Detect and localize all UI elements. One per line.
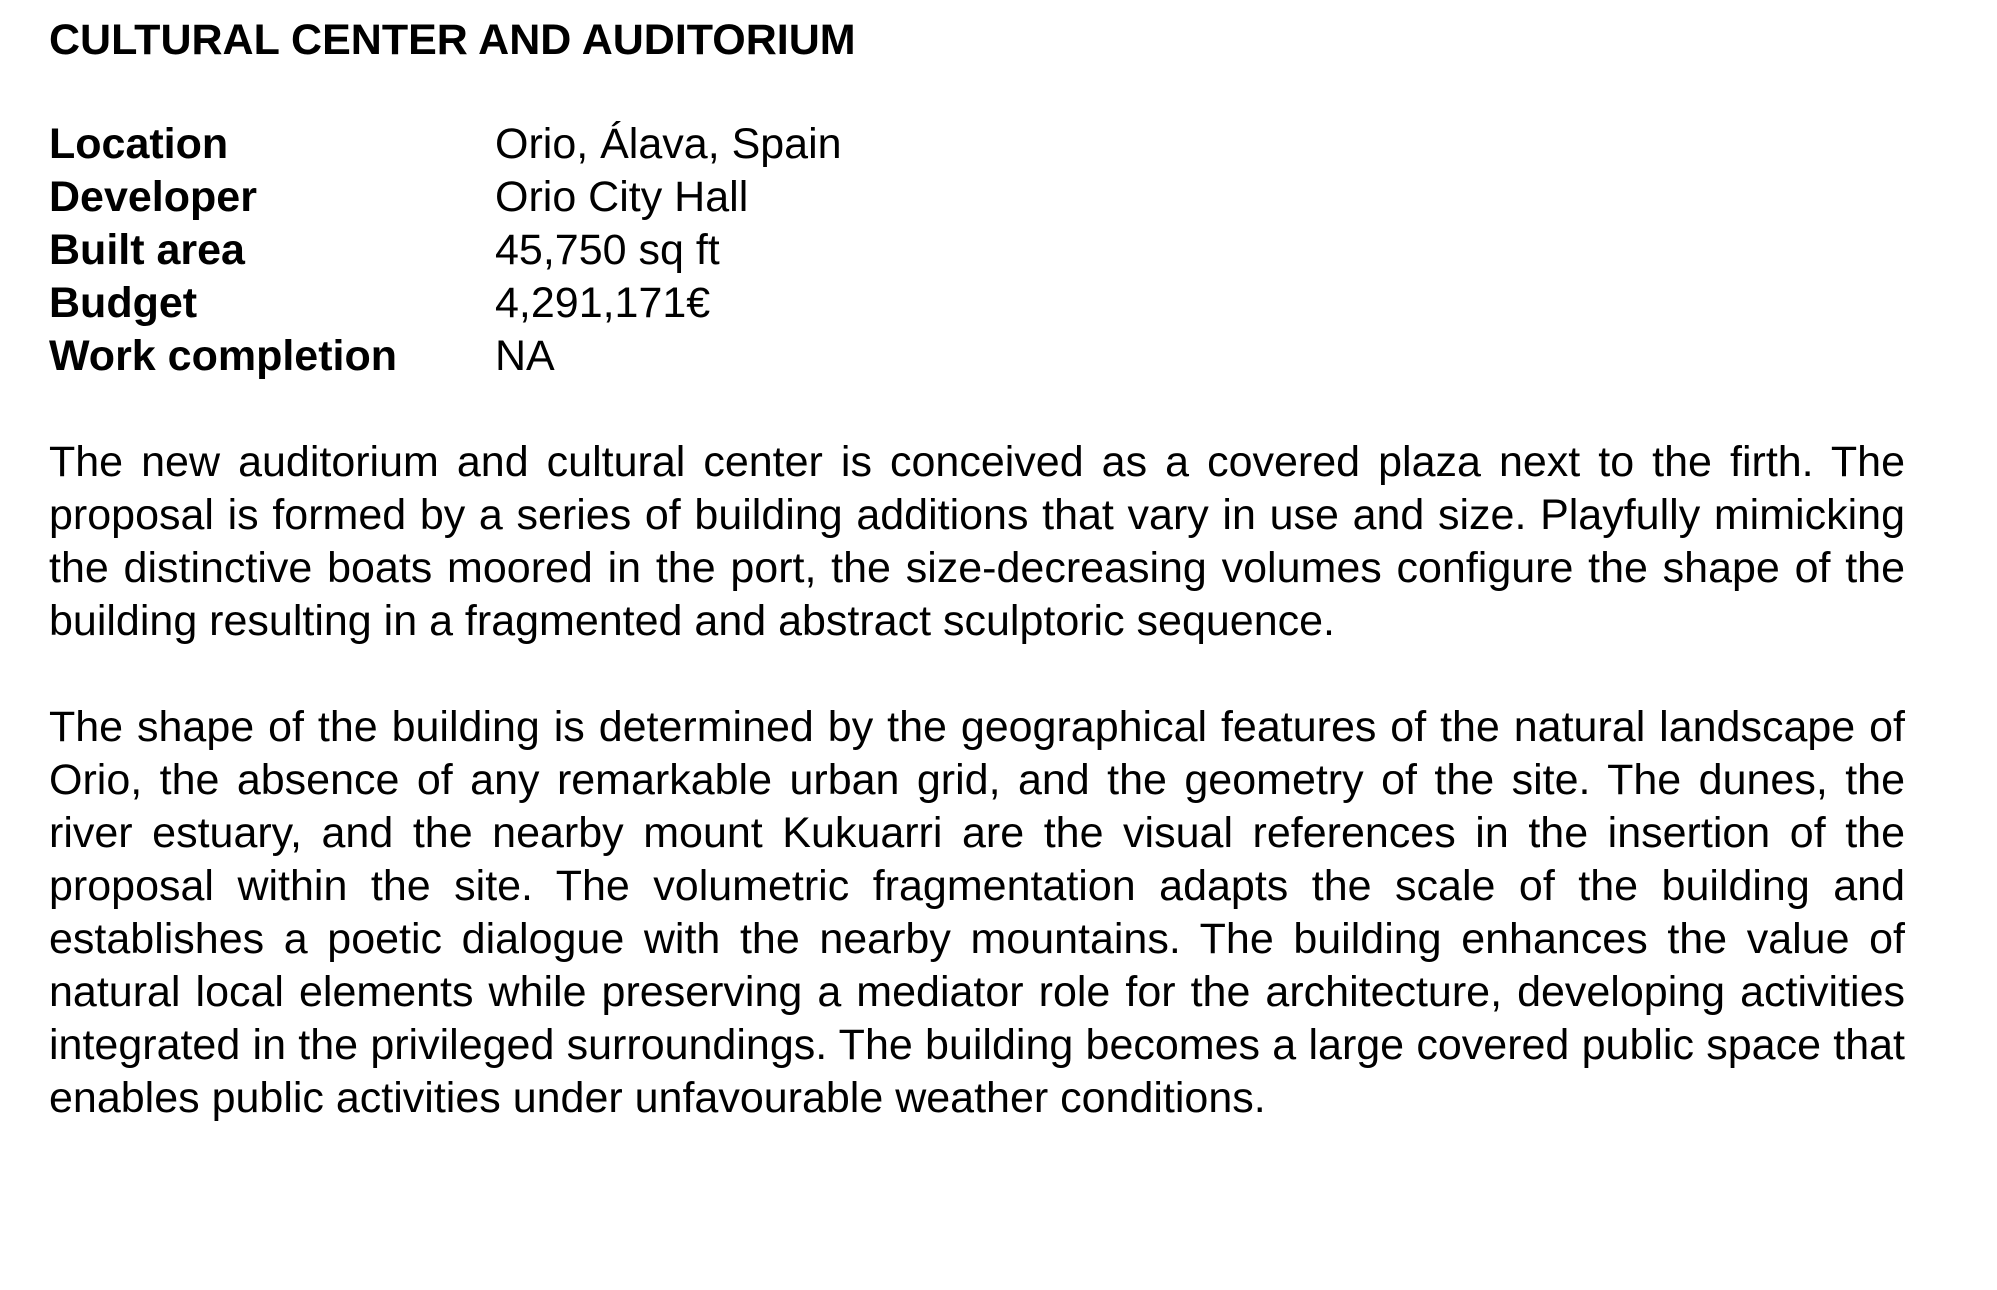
description-paragraph-1: The new auditorium and cultural center is conceived as a covered plaza next to the firth. The proposal is formed by a series of building additions that vary in use and size. Playfully mimicking the distinctive boats moored in the port, the size-decreasing volumes configure the shape of the building resulting in a fragmented and abstract sculptoric sequence. [49,438,1905,645]
spec-label: Work completion [49,332,398,380]
spec-row-budget [49,277,842,330]
document-page [49,10,1905,1125]
spec-value: Orio City Hall [495,173,749,221]
spec-value: NA [495,332,555,380]
description-paragraph-2: The shape of the building is determined by the geographical features of the natural landscape of Orio, the absence of any remarkable urban grid, and the geometry of the site. The dunes, the river estuary, and the nearby mount Kukuarri are the visual references in the insertion of the proposal within the site. The volumetric fragmentation adapts the scale of the building and establishes a poetic dialogue with the nearby mountains. The building enhances the value of natural local elements while preserving a mediator role for the architecture, developing activities integrated in the privileged surroundings. The building becomes a large covered public space that enables public activities under unfavourable weather conditions. [49,703,1905,1122]
project-specs-table [49,118,842,383]
page-title: CULTURAL CENTER AND AUDITORIUM [49,16,856,64]
spec-value: 45,750 sq ft [495,226,720,274]
spec-value: 4,291,171€ [495,279,711,327]
spec-value: Orio, Álava, Spain [495,120,842,168]
spec-label: Budget [49,279,198,327]
spec-row-location [49,118,842,171]
spec-row-built-area [49,224,842,277]
spec-label: Location [49,120,229,168]
spec-row-developer [49,171,842,224]
spec-label: Developer [49,173,257,221]
spec-label: Built area [49,226,245,274]
spec-row-work-completion [49,330,842,383]
